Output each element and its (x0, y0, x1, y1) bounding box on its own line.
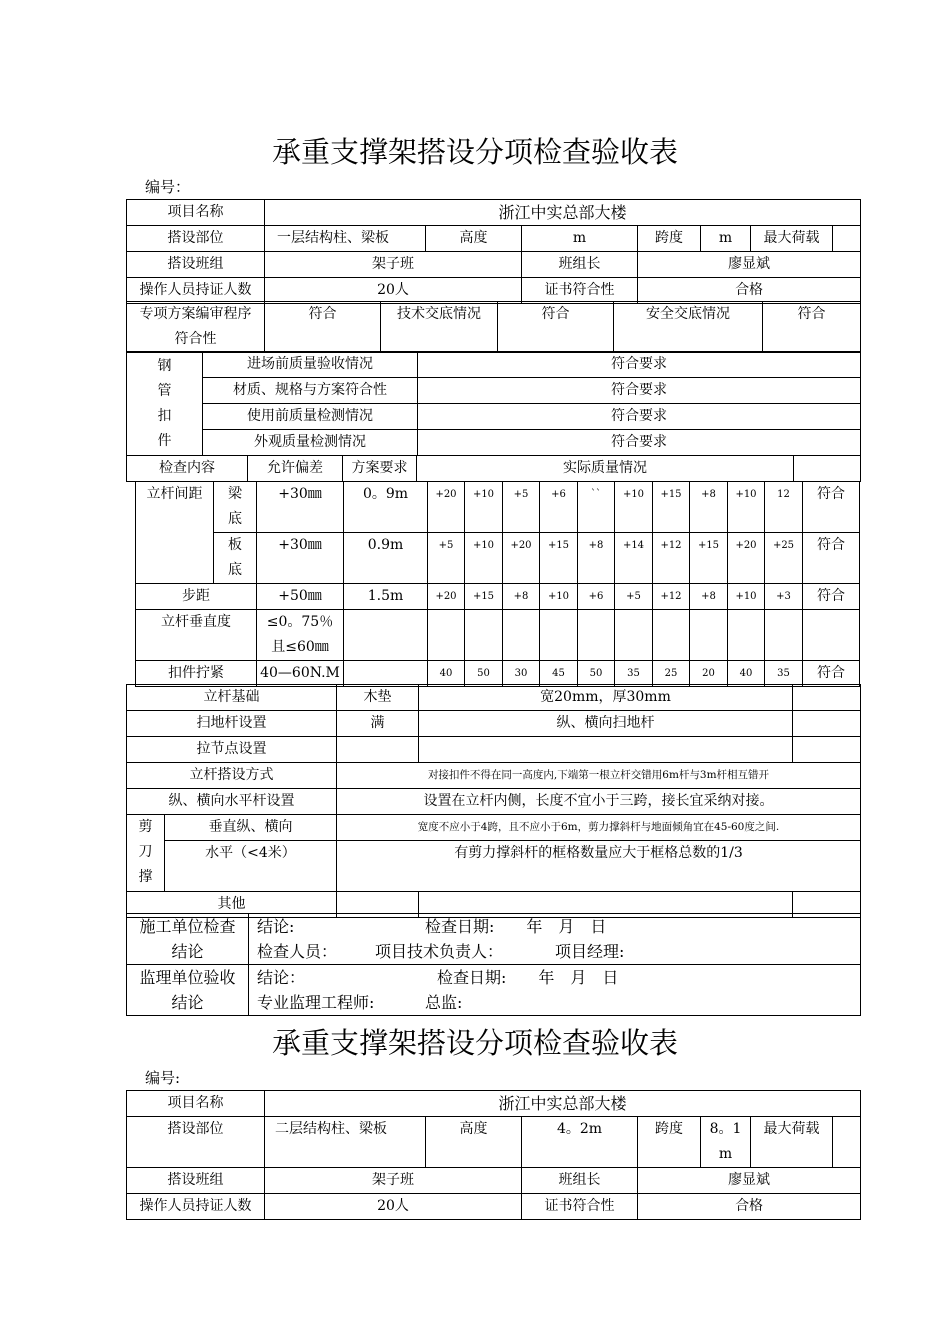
label-plan-line2: 符合性 (174, 331, 217, 347)
label-cert-ok: 证书符合性 (522, 1194, 638, 1220)
label-construction-2: 结论 (171, 942, 204, 961)
torque-value: 35 (615, 661, 653, 687)
form1-plan-table (126, 301, 861, 353)
supervision-chief: 总监: (425, 993, 463, 1012)
team: 架子班 (265, 1168, 522, 1194)
leader: 廖显斌 (638, 1168, 861, 1194)
header-actual: 实际质量情况 (417, 456, 794, 482)
header-check-content: 检查内容 (127, 456, 248, 482)
label-location: 搭设部位 (127, 1117, 265, 1168)
steel-result: 符合要求 (418, 430, 861, 456)
slab-required: 0.9m (344, 533, 428, 584)
label-tie: 拉节点设置 (127, 737, 337, 763)
slab-value: +15 (690, 533, 728, 584)
label-height: 高度 (426, 226, 522, 252)
beam-value: `` (578, 482, 615, 533)
steel-char-3: 扣 (157, 407, 172, 424)
slab-value: +20 (728, 533, 765, 584)
step-value: +3 (765, 584, 803, 610)
beam-result: 符合 (803, 482, 860, 533)
steel-result: 符合要求 (418, 404, 861, 430)
span-line2: m (718, 1146, 733, 1162)
label-step: 步距 (136, 584, 257, 610)
label-max-load: 最大荷载 (751, 1117, 833, 1168)
span (701, 1117, 751, 1168)
construction-manager: 项目经理: (555, 942, 625, 961)
torque-result: 符合 (803, 661, 860, 687)
beam-value: +10 (615, 482, 653, 533)
step-value: +8 (503, 584, 540, 610)
certified: 20人 (265, 1194, 522, 1220)
form1-header-table (126, 199, 861, 304)
beam-char-1: 梁 (228, 486, 242, 502)
construction-inspector: 检查人员： (257, 942, 338, 961)
step-result: 符合 (803, 584, 860, 610)
form1-title: 承重支撑架搭设分项检查验收表 (271, 135, 678, 169)
torque-value: 50 (578, 661, 615, 687)
label-sweep: 扫地杆设置 (127, 711, 337, 737)
label-horizontal: 纵、横向水平杆设置 (127, 789, 337, 815)
form1-check-header (126, 455, 861, 482)
span: m (701, 226, 751, 252)
form1-number-label: 编号： (145, 178, 191, 196)
max-load (833, 226, 861, 252)
vertical-tolerance (257, 610, 344, 661)
beam-value: +8 (690, 482, 728, 533)
label-erect: 立杆搭设方式 (127, 763, 337, 789)
label-vertical: 立杆垂直度 (136, 610, 257, 661)
leader: 廖显斌 (638, 252, 861, 278)
horizontal-detail: 设置在立杆内侧，长度不宜小于三跨，接长宜采纳对接。 (337, 789, 861, 815)
span-line1: 8。1 (709, 1121, 742, 1137)
construction-content (249, 914, 861, 965)
header-required: 方案要求 (343, 456, 417, 482)
supervision-date: 检查日期: 年 月 日 (437, 968, 619, 987)
project-name: 浙江中实总部大楼 (265, 1091, 861, 1117)
beam-value: +20 (428, 482, 465, 533)
foundation-detail: 宽20mm，厚30mm (419, 685, 793, 711)
safety-value: 符合 (763, 302, 861, 353)
vertical-tolerance-2: 且≤60㎜ (271, 639, 329, 655)
label-team: 搭设班组 (127, 252, 265, 278)
label-plan-compliance (127, 302, 265, 353)
label-span: 跨度 (638, 1117, 701, 1168)
header-extra (794, 456, 861, 482)
beam-char-2: 底 (228, 511, 242, 527)
label-project-name: 项目名称 (127, 200, 265, 226)
certified: 20人 (265, 278, 522, 304)
slab-tolerance: +30㎜ (257, 533, 344, 584)
construction-conclusion: 结论: (257, 917, 295, 936)
slab-result: 符合 (803, 533, 860, 584)
slab-value: +15 (540, 533, 578, 584)
label-team: 搭设班组 (127, 1168, 265, 1194)
cert-ok: 合格 (638, 1194, 861, 1220)
location: 二层结构柱、梁板 (265, 1117, 426, 1168)
label-leader: 班组长 (522, 252, 638, 278)
form1-sign-table (126, 913, 861, 1016)
label-supervision-1: 监理单位验收 (139, 968, 236, 987)
foundation-value: 木垫 (337, 685, 419, 711)
label-construction (127, 914, 249, 965)
steel-item: 进场前质量验收情况 (203, 352, 418, 378)
label-certified: 操作人员持证人数 (127, 278, 265, 304)
label-location: 搭设部位 (127, 226, 265, 252)
torque-value: 45 (540, 661, 578, 687)
beam-tolerance: +30㎜ (257, 482, 344, 533)
steel-group-label (127, 352, 203, 456)
form2-header-table (126, 1090, 861, 1220)
team: 架子班 (265, 252, 522, 278)
label-tech: 技术交底情况 (381, 302, 498, 353)
slab-value: +5 (428, 533, 465, 584)
beam-value: +5 (503, 482, 540, 533)
step-tolerance: +50㎜ (257, 584, 344, 610)
beam-value: +10 (728, 482, 765, 533)
brace-char-3: 撑 (138, 869, 153, 885)
label-foundation: 立杆基础 (127, 685, 337, 711)
steel-result: 符合要求 (418, 352, 861, 378)
form1-items-table (126, 684, 861, 918)
brace-char-1: 剪 (138, 819, 153, 835)
steel-char-2: 管 (157, 382, 172, 399)
label-pole-spacing: 立杆间距 (136, 482, 214, 584)
beam-value: +15 (653, 482, 690, 533)
steel-item: 外观质量检测情况 (203, 430, 418, 456)
torque-tolerance: 40—60N.M (257, 661, 344, 687)
label-other: 其他 (127, 892, 337, 918)
torque-value: 40 (428, 661, 465, 687)
label-scissor-brace (127, 815, 165, 892)
label-project-name: 项目名称 (127, 1091, 265, 1117)
erect-detail: 对接扣件不得在同一高度内,下端第一根立杆交错用6m杆与3m杆相互错开 (337, 763, 861, 789)
label-leader: 班组长 (522, 1168, 638, 1194)
header-tolerance: 允许偏差 (248, 456, 343, 482)
vertical-tolerance-1: ≤0。75％ (266, 614, 334, 630)
slab-value: +20 (503, 533, 540, 584)
slab-value: +14 (615, 533, 653, 584)
torque-value: 35 (765, 661, 803, 687)
slab-value: +25 (765, 533, 803, 584)
torque-value: 25 (653, 661, 690, 687)
step-value: +10 (728, 584, 765, 610)
steel-char-4: 件 (157, 432, 172, 449)
tech-value: 符合 (498, 302, 614, 353)
step-value: +5 (615, 584, 653, 610)
label-construction-1: 施工单位检查 (139, 917, 236, 936)
label-max-load: 最大荷载 (751, 226, 833, 252)
brace-horizontal-detail: 有剪力撑斜杆的框格数量应大于框格总数的1/3 (337, 841, 861, 892)
label-brace-horizontal: 水平（<4米） (165, 841, 337, 892)
label-plan-line1: 专项方案编审程序 (139, 306, 252, 322)
brace-vertical-detail: 宽度不应小于4跨，且不应小于6m，剪力撑斜杆与地面倾角宜在45-60度之间. (337, 815, 861, 841)
steel-result: 符合要求 (418, 378, 861, 404)
supervision-content (249, 965, 861, 1016)
sweep-detail: 纵、横向扫地杆 (419, 711, 793, 737)
form2-number-label: 编号: (145, 1069, 181, 1087)
steel-item: 材质、规格与方案符合性 (203, 378, 418, 404)
beam-value: +6 (540, 482, 578, 533)
step-value: +15 (465, 584, 503, 610)
construction-date: 检查日期: 年 月 日 (425, 917, 607, 936)
height: 4。2m (522, 1117, 638, 1168)
torque-value: 40 (728, 661, 765, 687)
label-torque: 扣件拧紧 (136, 661, 257, 687)
slab-char-2: 底 (228, 562, 242, 578)
location: 一层结构柱、梁板 (265, 226, 426, 252)
torque-value: 50 (465, 661, 503, 687)
label-slab-bottom (214, 533, 257, 584)
slab-value: +12 (653, 533, 690, 584)
label-height: 高度 (426, 1117, 522, 1168)
step-value: +10 (540, 584, 578, 610)
torque-value: 20 (690, 661, 728, 687)
height: m (522, 226, 638, 252)
slab-value: +10 (465, 533, 503, 584)
brace-char-2: 刀 (138, 844, 153, 860)
step-required: 1.5m (344, 584, 428, 610)
step-value: +12 (653, 584, 690, 610)
sweep-value: 满 (337, 711, 419, 737)
step-value: +20 (428, 584, 465, 610)
form1-steel-table (126, 351, 861, 456)
step-value: +6 (578, 584, 615, 610)
plan-value: 符合 (265, 302, 381, 353)
label-supervision-2: 结论 (171, 993, 204, 1012)
supervision-engineer: 专业监理工程师: (257, 993, 375, 1012)
beam-required: 0。9m (344, 482, 428, 533)
label-span: 跨度 (638, 226, 701, 252)
beam-value: +10 (465, 482, 503, 533)
beam-value: 12 (765, 482, 803, 533)
project-name: 浙江中实总部大楼 (265, 200, 861, 226)
slab-value: +8 (578, 533, 615, 584)
steel-item: 使用前质量检测情况 (203, 404, 418, 430)
label-safety: 安全交底情况 (614, 302, 763, 353)
cert-ok: 合格 (638, 278, 861, 304)
step-value: +8 (690, 584, 728, 610)
label-certified: 操作人员持证人数 (127, 1194, 265, 1220)
label-brace-vertical: 垂直纵、横向 (165, 815, 337, 841)
label-beam-bottom (214, 482, 257, 533)
supervision-conclusion: 结论： (257, 968, 306, 987)
form2-title: 承重支撑架搭设分项检查验收表 (271, 1026, 678, 1060)
form1-measure-table (135, 481, 860, 687)
label-cert-ok: 证书符合性 (522, 278, 638, 304)
construction-tech-lead: 项目技术负责人： (375, 942, 504, 961)
steel-char-1: 钢 (157, 357, 172, 374)
slab-char-1: 板 (228, 537, 242, 553)
torque-value: 30 (503, 661, 540, 687)
label-supervision (127, 965, 249, 1016)
